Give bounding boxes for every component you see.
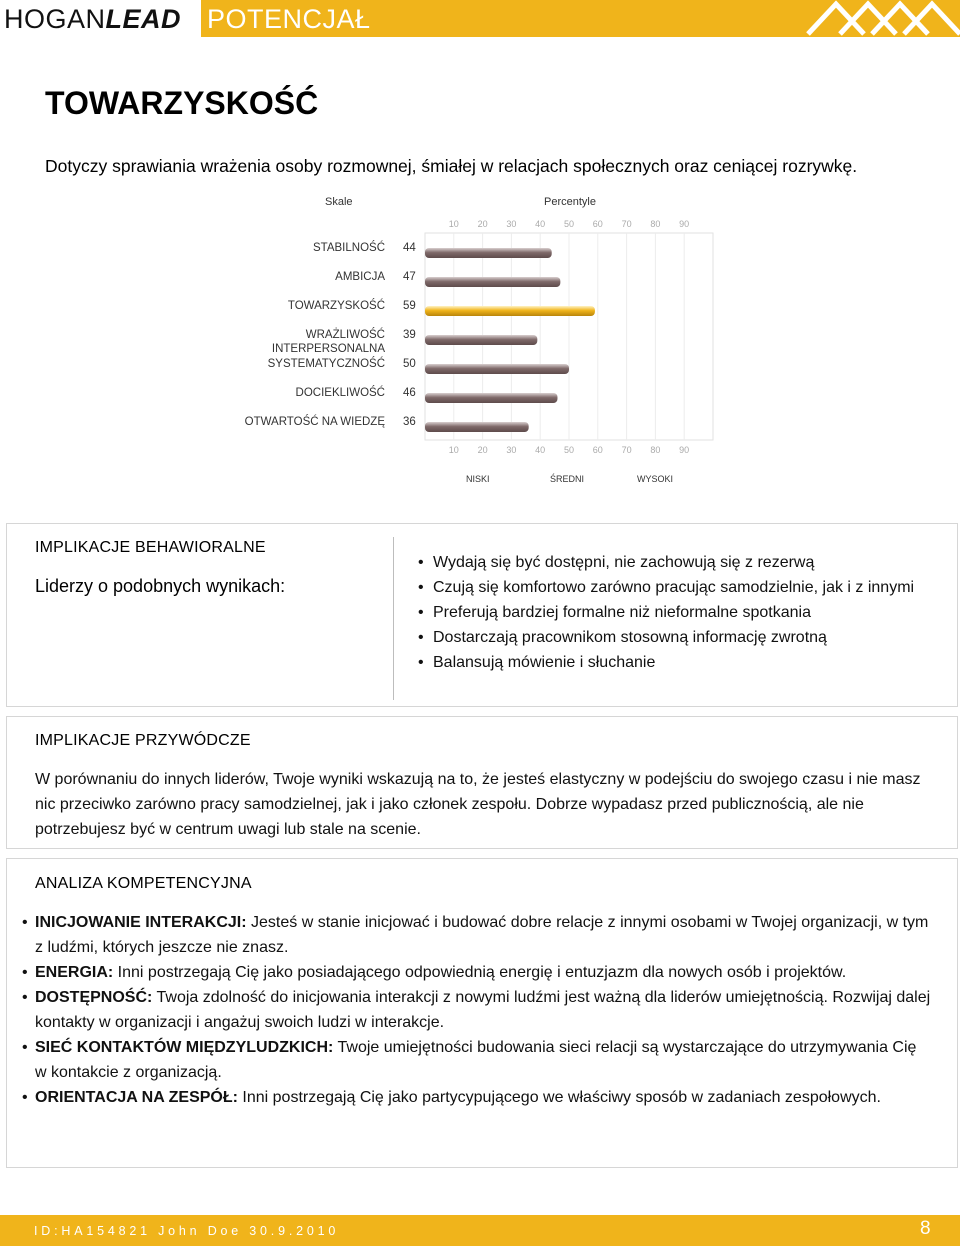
competency-text: Twoje umiejętności budowania sieci relacji są wystarczające do utrzymywania Cię w kontakcie z organizacją. [35, 1039, 917, 1081]
tick-label-top: 80 [650, 219, 661, 229]
tick-label-top: 50 [563, 219, 574, 229]
competency-text: Jesteś w stanie inicjować i budować dobre relacje z innymi osobami w Twojej organizacji, w tym z ludźmi, których jeszcze nie znasz. [35, 914, 929, 956]
behavioral-item: • Balansują mówienie i słuchanie [418, 650, 938, 675]
section-divider [393, 537, 394, 700]
page-number: 8 [920, 1218, 931, 1239]
competency-label: SIEĆ KONTAKTÓW MIĘDZYLUDZKICH: [35, 1039, 334, 1056]
band-label: NISKI [466, 474, 490, 484]
tick-label-top: 70 [621, 219, 632, 229]
tick-label-bottom: 90 [679, 445, 690, 455]
tick-label-top: 40 [535, 219, 546, 229]
band-label: WYSOKI [637, 474, 674, 484]
brand-product-name: POTENCJAŁ [207, 4, 371, 34]
bar-5 [425, 364, 569, 374]
competency-item [22, 910, 932, 960]
bar-2 [425, 277, 560, 287]
competency-item [22, 1035, 932, 1085]
scale-label: WRAŻLIWOŚĆ INTERPERSONALNA [271, 329, 385, 355]
leadership-text: W porównaniu do innych liderów, Twoje wyniki wskazują na to, że jesteś elastyczny w podejściu do swojego czasu i nie masz nic przeciwko zarówno pracy samodzielnej, jak i jako członek zespołu. Dobrze wypadasz przed publicznością, ale nie potrzebujesz być w centrum uwagi lub stale na scenie. [35, 771, 921, 838]
page-footer [0, 1215, 960, 1246]
competency-text: Twoja zdolność do inicjowania interakcji z nowymi ludźmi jest ważną dla liderów umiejętnością. Rozwijaj dalej kontakty w organizacji i angażuj swoich ludzi w interakcje. [35, 989, 931, 1031]
tick-label-bottom: 70 [621, 445, 632, 455]
score-value: 50 [403, 358, 416, 370]
tick-label-top: 20 [477, 219, 488, 229]
score-value: 47 [403, 271, 416, 283]
scale-label: OTWARTOŚĆ NA WIEDZĘ [244, 416, 385, 428]
behavioral-item: • Czują się komfortowo zarówno pracując samodzielnie, jak i z innymi [418, 575, 938, 600]
page-title: TOWARZYSKOŚĆ [45, 85, 319, 121]
behavioral-list [418, 550, 938, 675]
page-subtitle: Dotyczy sprawiania wrażenia osoby rozmownej, śmiałej w relacjach społecznych oraz ceniącej rozrywkę. [45, 156, 858, 176]
band-label: ŚREDNI [550, 474, 585, 484]
tick-label-bottom: 10 [448, 445, 459, 455]
brand-name-hogan: HOGAN [4, 4, 106, 34]
bar-4 [425, 335, 537, 345]
score-value: 44 [403, 242, 416, 254]
scale-label: STABILNOŚĆ [313, 242, 385, 254]
tick-label-bottom: 80 [650, 445, 661, 455]
tick-label-bottom: 50 [563, 445, 574, 455]
tick-label-top: 60 [592, 219, 603, 229]
score-value: 39 [403, 329, 416, 341]
competency-text: Inni postrzegają Cię jako partycypującego we właściwy sposób w zadaniach zespołowych. [237, 1089, 881, 1106]
competency-list [22, 910, 932, 1110]
bar-6 [425, 393, 557, 403]
behavioral-item: • Wydają się być dostępni, nie zachowują się z rezerwą [418, 550, 938, 575]
bar-7 [425, 422, 529, 432]
competency-item [22, 985, 932, 1035]
behavioral-heading: IMPLIKACJE BEHAWIORALNE [35, 539, 266, 556]
scale-label: AMBICJA [335, 271, 385, 283]
brand-name-lead: LEAD [105, 4, 182, 34]
scale-label: SYSTEMATYCZNOŚĆ [267, 358, 385, 370]
behavioral-item: • Preferują bardziej formalne niż nieformalne spotkania [418, 600, 938, 625]
tick-label-top: 10 [448, 219, 459, 229]
chart-canvas [0, 0, 960, 500]
tick-label-top: 30 [506, 219, 517, 229]
tick-label-bottom: 40 [535, 445, 546, 455]
competency-label: ORIENTACJA NA ZESPÓŁ: [35, 1089, 238, 1106]
competency-label: DOSTĘPNOŚĆ: [35, 989, 153, 1006]
scale-label: DOCIEKLIWOŚĆ [295, 387, 385, 399]
competency-label: ENERGIA: [35, 964, 114, 981]
competency-item [22, 1085, 932, 1110]
score-value: 59 [403, 300, 416, 312]
competency-heading: ANALIZA KOMPETENCYJNA [35, 875, 252, 892]
tick-label-bottom: 30 [506, 445, 517, 455]
tick-label-bottom: 20 [477, 445, 488, 455]
bar-3 [425, 306, 595, 316]
behavioral-item: • Dostarczają pracownikom stosowną informację zwrotną [418, 625, 938, 650]
tick-label-bottom: 60 [592, 445, 603, 455]
tick-label-top: 90 [679, 219, 690, 229]
leadership-heading: IMPLIKACJE PRZYWÓDCZE [35, 732, 251, 749]
score-value: 46 [403, 387, 416, 399]
competency-item [22, 960, 932, 985]
score-value: 36 [403, 416, 416, 428]
chart-header-percentiles: Percentyle [544, 196, 596, 208]
behavioral-lead: Liderzy o podobnych wynikach: [35, 576, 286, 596]
competency-label: INICJOWANIE INTERAKCJI: [35, 914, 247, 931]
bar-1 [425, 248, 552, 258]
scale-label: TOWARZYSKOŚĆ [287, 300, 385, 312]
competency-text: Inni postrzegają Cię jako posiadającego odpowiednią energię i entuzjazm dla nowych osób i projektów. [113, 964, 847, 981]
chart-header-scales: Skale [325, 196, 353, 208]
report-id: ID:HA154821 John Doe 30.9.2010 [34, 1224, 340, 1238]
